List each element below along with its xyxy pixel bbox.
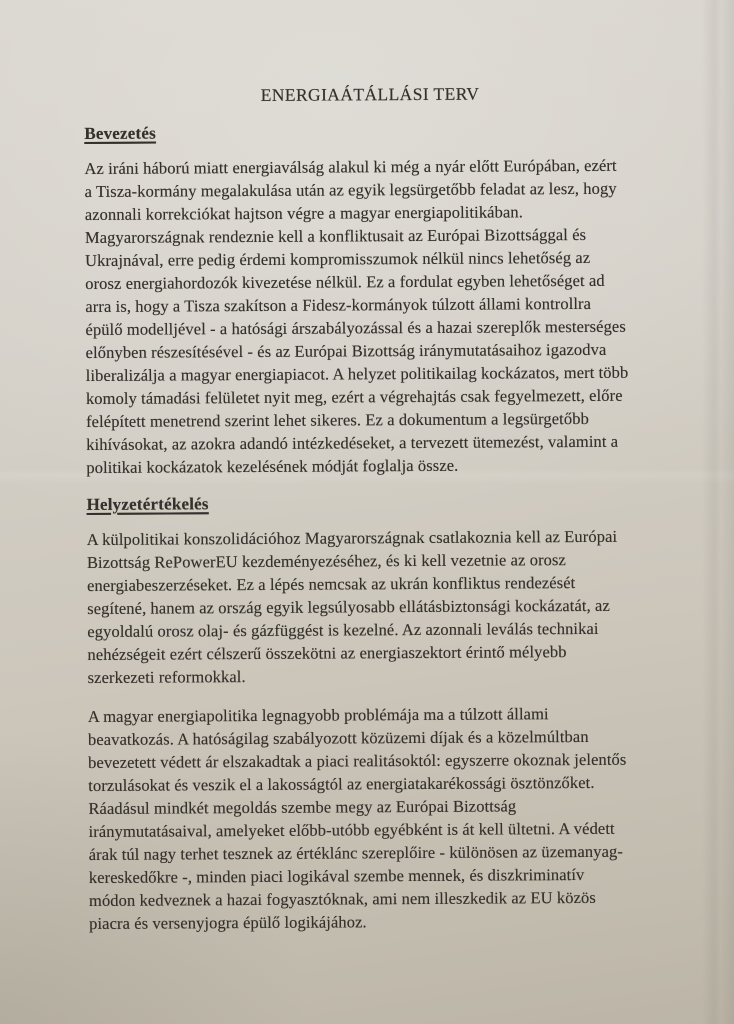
section-heading-bevezetes: Bevezetés: [84, 123, 157, 143]
paragraph-helyzetertekeles-2: A magyar energiapolitika legnagyobb problémája ma a túlzott állami beavatkozás. A hatóságilag szabályozott közüzemi díjak és a közelmúltban bevezetett védett ár elszakadtak a piaci realitásoktól: egyszerre okoznak jelentős torzulásokat és veszik el a lakosságtól az energiatakarékossági ösztönzőket. Ráadásul mindkét megoldás szembe megy az Európai Bizottság iránymutatásaival, amelyeket előbb-utóbb egyébként is át kell ültetni. A védett árak túl nagy terhet tesznek az értéklánc szereplőire - különösen az üzemanyag- kereskedőkre -, minden piaci logikával szembe mennek, és diszkriminatív módon kedveznek a hazai fogyasztóknak, ami nem illeszkedik az EU közös piacra és versenyjogra épülő logikájához.: [87, 704, 627, 933]
section-heading-helyzetertekeles: Helyzetértékelés: [86, 494, 209, 514]
document-title: ENERGIAÁTÁLLÁSI TERV: [260, 83, 480, 105]
paragraph-bevezetes-1: Az iráni háború miatt energiaválság alakul ki még a nyár előtt Európában, ezért a Tisza-kormány megalakulása után az egyik legsürgetőbb feladat az lesz, hogy azonnali korrekciókat hajtson végre a magyar energiapolitikában. Magyarországnak rendeznie kell a konfliktusait az Európai Bizottsággal és Ukrajnával, erre pedig érdemi kompromisszumok nélkül nincs lehetőség az orosz energiahordozók kivezetése nélkül. Ez a fordulat egyben lehetőséget ad arra is, hogy a Tisza szakítson a Fidesz-kormányok túlzott állami kontrollra épülő modelljével - a hatósági árszabályozással és a hazai szereplők mesterséges előnyben részesítésével - és az Európai Bizottság iránymutatásaihoz igazodva liberalizálja a magyar energiapiacot. A helyzet politikailag kockázatos, mert több komoly támadási felületet nyit meg, ezért a végrehajtás csak fegyelmezett, előre felépített menetrend szerint lehet sikeres. Ez a dokumentum a legsürgetőbb kihívásokat, az azokra adandó intézkedéseket, a tervezett ütemezést, valamint a politikai kockázatok kezelésének módját foglalja össze.: [84, 155, 629, 477]
paragraph-helyzetertekeles-1: A külpolitikai konszolidációhoz Magyarországnak csatlakoznia kell az Európai Bizottság RePowerEU kezdeményezéséhez, és ki kell vezetnie az orosz energiabeszerzéseket. Ez a lépés nemcsak az ukrán konfliktus rendezését segítené, hanem az ország egyik legsúlyosabb ellátásbiztonsági kockázatát, az egyoldalú orosz olaj- és gázfüggést is kezelné. Az azonnali leválás technikai nehézségeit ezért célszerű összekötni az energiaszektort érintő mélyebb szerkezeti reformokkal.: [86, 526, 618, 687]
document-page: [84, 82, 689, 951]
